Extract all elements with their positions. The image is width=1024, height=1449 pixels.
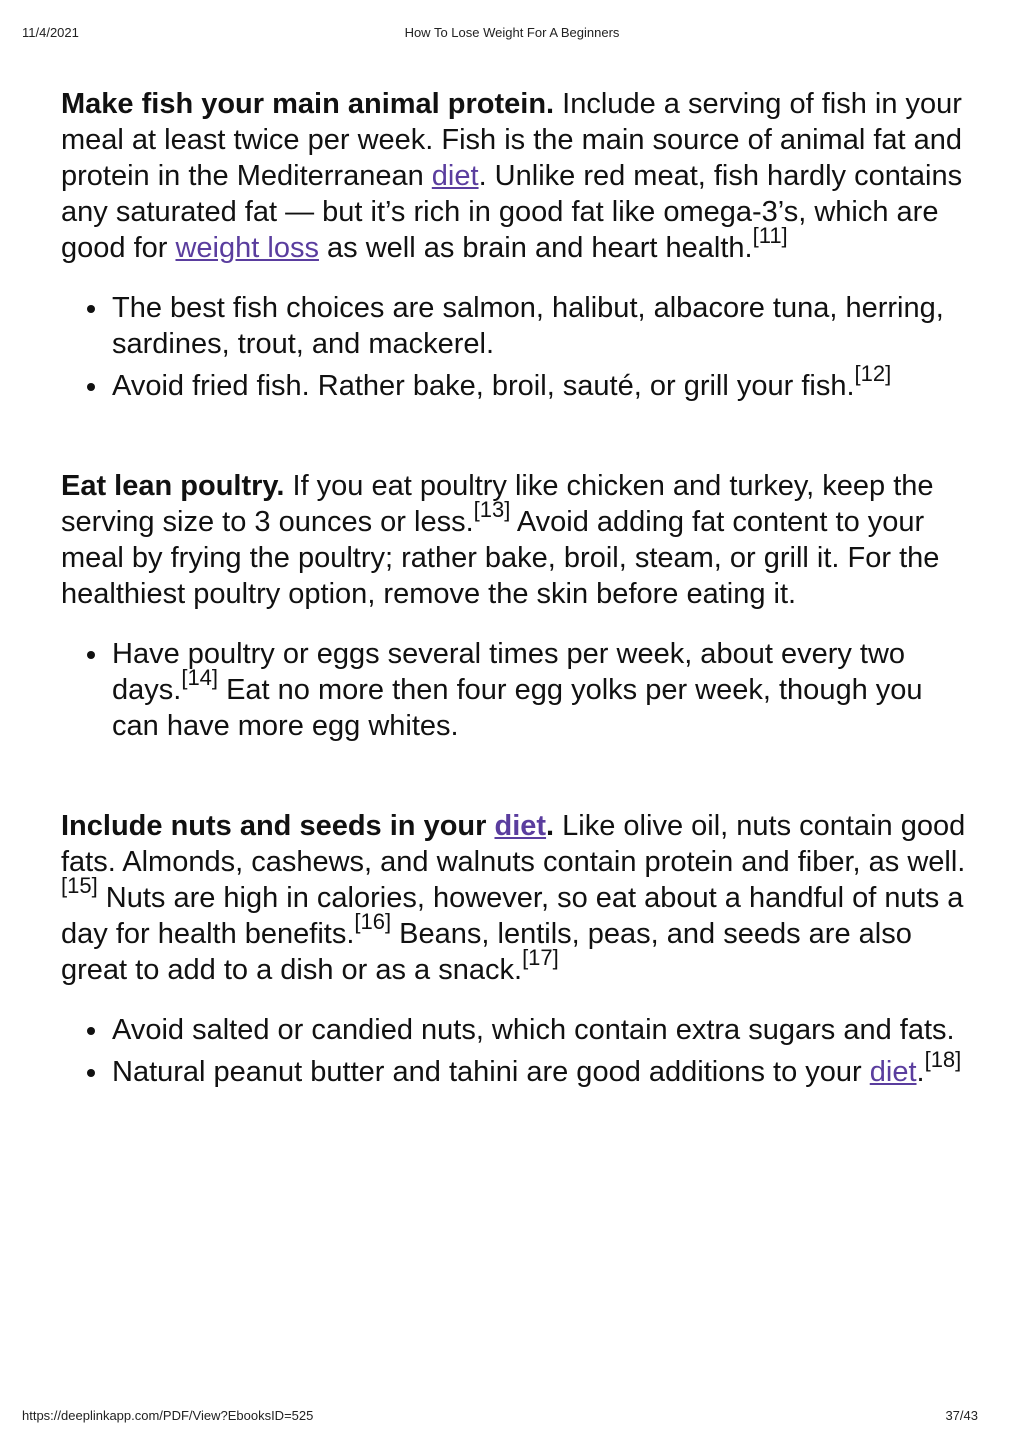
weight-loss-link[interactable]: weight loss <box>175 232 319 264</box>
nuts-paragraph <box>61 808 973 988</box>
list-item <box>112 636 973 744</box>
fish-text-2: . Unlike red meat, fish hardly contains any saturated fat — but it’s rich in good fat like omega-3’s, which are good for <box>61 160 963 264</box>
fish-text-3: as well as brain and heart health. <box>318 232 753 264</box>
poultry-bullet-list <box>61 636 973 744</box>
fish-paragraph <box>61 86 973 266</box>
nuts-bullet-2: Natural peanut butter and tahini are good additions to your <box>112 1056 870 1088</box>
nuts-heading: Include nuts and seeds in your diet. <box>61 810 555 842</box>
poultry-heading: Eat lean poultry. <box>61 470 285 502</box>
reference-14: [14] <box>181 665 219 691</box>
fish-text-1: Include a serving of fish in your meal at least twice per week. Fish is the main source of animal fat and protein in the Mediterranean <box>61 88 963 192</box>
diet-link-2[interactable]: diet <box>869 1056 917 1088</box>
reference-16: [16] <box>354 909 392 935</box>
reference-18: [18] <box>924 1047 962 1073</box>
diet-link-bold[interactable]: diet <box>494 810 547 842</box>
list-item <box>112 1012 973 1048</box>
poultry-bullet-1a: Have poultry or eggs several times per week, about every two days. <box>112 638 906 706</box>
header-date: 11/4/2021 <box>22 25 79 40</box>
nuts-text-1: Like olive oil, nuts contain good fats. Almonds, cashews, and walnuts contain protein and fiber, as well. <box>61 810 966 878</box>
fish-bullet-1: The best fish choices are salmon, halibut, albacore tuna, herring, sardines, trout, and mackerel. <box>112 292 944 360</box>
fish-bullet-list <box>61 290 973 404</box>
header-title: How To Lose Weight For A Beginners <box>404 25 620 40</box>
poultry-text-1: If you eat poultry like chicken and turkey, keep the serving size to 3 ounces or less. <box>61 470 934 538</box>
list-item <box>112 361 973 404</box>
poultry-paragraph <box>61 468 973 612</box>
article-content <box>61 86 973 1096</box>
reference-11: [11] <box>752 223 788 249</box>
fish-heading: Make fish your main animal protein. <box>61 88 555 120</box>
poultry-text-2: Avoid adding fat content to your meal by frying the poultry; rather bake, broil, steam, or grill it. For the healthiest poultry option, remove the skin before eating it. <box>61 506 940 610</box>
nuts-bullet-1: Avoid salted or candied nuts, which contain extra sugars and fats. <box>112 1014 955 1046</box>
reference-15: [15] <box>61 873 98 899</box>
poultry-bullet-1b: Eat no more then four egg yolks per week, though you can have more egg whites. <box>112 674 923 742</box>
list-item: Natural peanut butter and tahini are good additions to your diet.[18] <box>112 1054 973 1090</box>
footer-url: https://deeplinkapp.com/PDF/View?EbooksID=525 <box>22 1408 314 1423</box>
reference-12: [12] <box>854 361 892 387</box>
nuts-bullet-list <box>61 1012 973 1090</box>
nuts-text-3: Beans, lentils, peas, and seeds are also great to add to a dish or as a snack. <box>61 918 912 986</box>
nuts-text-2: Nuts are high in calories, however, so eat about a handful of nuts a day for health benefits. <box>61 882 964 950</box>
diet-link[interactable]: diet <box>431 160 479 192</box>
reference-13: [13] <box>473 497 511 523</box>
footer-page-number: 37/43 <box>945 1408 978 1423</box>
list-item <box>112 290 973 362</box>
reference-17: [17] <box>522 945 559 971</box>
fish-bullet-2: Avoid fried fish. Rather bake, broil, sauté, or grill your fish. <box>112 370 855 402</box>
